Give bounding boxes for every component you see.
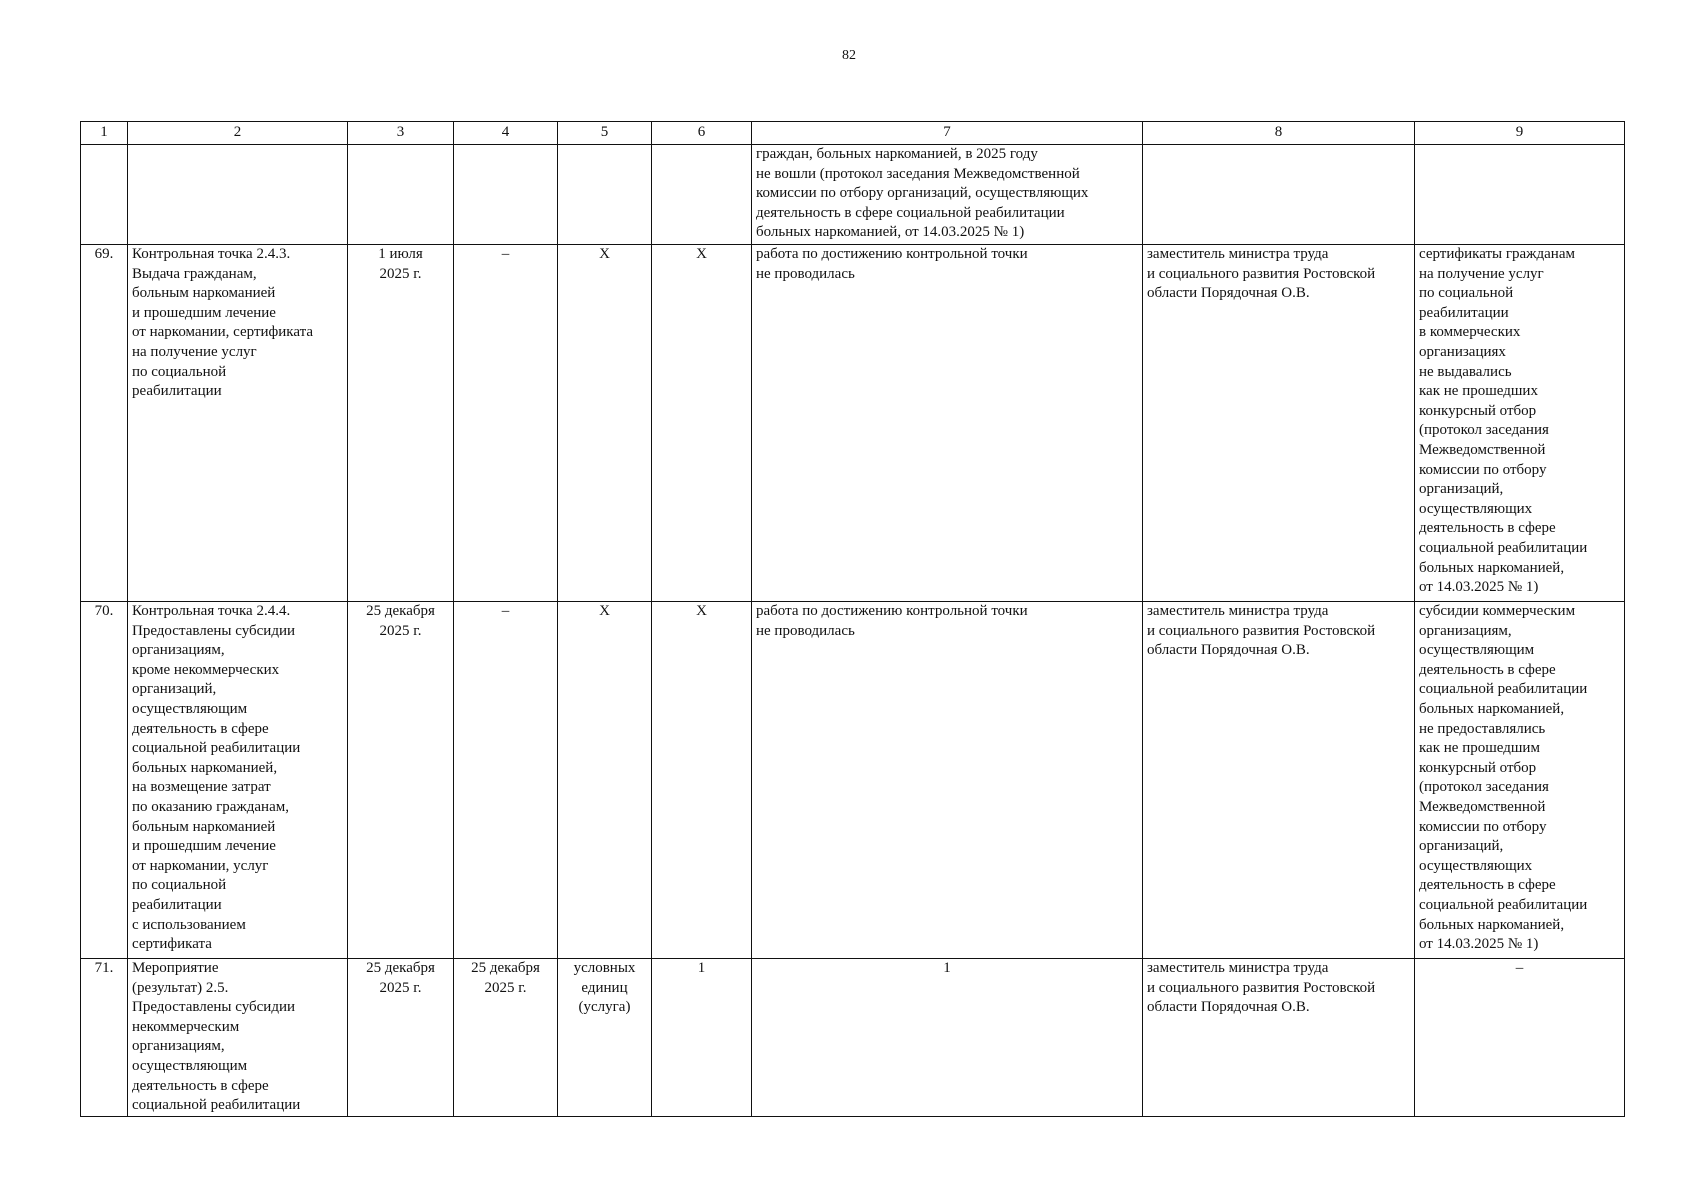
row-number: 70.	[81, 602, 128, 959]
item-name: Контрольная точка 2.4.4. Предоставлены субсидии организациям, кроме некоммерческих организаций, осуществляющим деятельность в сфере социальной реабилитации больных наркоманией, на возмещение затрат по оказанию гражданам, больным наркоманией и прошедшим лечение от наркомании, услуг по социальной реабилитации с использованием сертификата	[128, 602, 348, 959]
responsible: заместитель министра труда и социального развития Ростовской области Порядочная О.В.	[1143, 602, 1415, 959]
table-row	[81, 245, 1625, 602]
column-header: 2	[128, 122, 348, 145]
item-name: Контрольная точка 2.4.3. Выдача гражданам, больным наркоманией и прошедшим лечение от наркомании, сертификата на получение услуг по социальной реабилитации	[128, 245, 348, 602]
column-header: 5	[558, 122, 652, 145]
responsible: заместитель министра труда и социального развития Ростовской области Порядочная О.В.	[1143, 245, 1415, 602]
plan-value: Х	[652, 245, 752, 602]
column-number-row	[81, 122, 1625, 145]
unit: Х	[558, 602, 652, 959]
plan-value	[652, 145, 752, 245]
note	[1415, 145, 1625, 245]
note: сертификаты гражданам на получение услуг по социальной реабилитации в коммерческих организациях не выдавались как не прошедших конкурсный отбор (протокол заседания Межведомственной комиссии по отбору организаций, осуществляющих деятельность в сфере социальной реабилитации больных наркоманией, от 14.03.2025 № 1)	[1415, 245, 1625, 602]
plan-value: Х	[652, 602, 752, 959]
row-number: 71.	[81, 959, 128, 1117]
page-number: 82	[842, 48, 856, 63]
column-header: 6	[652, 122, 752, 145]
table-row	[81, 959, 1625, 1117]
row-number: 69.	[81, 245, 128, 602]
note: субсидии коммерческим организациям, осуществляющим деятельность в сфере социальной реабилитации больных наркоманией, не предоставлялись как не прошедшим конкурсный отбор (протокол заседания Межведомственной комиссии по отбору организаций, осуществляющих деятельность в сфере социальной реабилитации больных наркоманией, от 14.03.2025 № 1)	[1415, 602, 1625, 959]
column-header: 1	[81, 122, 128, 145]
column-header: 3	[348, 122, 454, 145]
table-row	[81, 602, 1625, 959]
planned-date: 25 декабря 2025 г.	[348, 602, 454, 959]
unit	[558, 145, 652, 245]
item-name: Мероприятие (результат) 2.5. Предоставлены субсидии некоммерческим организациям, осуществляющим деятельность в сфере социальной реабилитации	[128, 959, 348, 1117]
planned-date: 1 июля 2025 г.	[348, 245, 454, 602]
table-row	[81, 145, 1625, 245]
planned-date	[348, 145, 454, 245]
actual-date: –	[454, 245, 558, 602]
row-number	[81, 145, 128, 245]
actual-date: –	[454, 602, 558, 959]
column-header: 8	[1143, 122, 1415, 145]
column-header: 9	[1415, 122, 1625, 145]
status-text: 1	[752, 959, 1143, 1117]
item-name	[128, 145, 348, 245]
responsible	[1143, 145, 1415, 245]
column-header: 4	[454, 122, 558, 145]
planned-date: 25 декабря 2025 г.	[348, 959, 454, 1117]
column-header: 7	[752, 122, 1143, 145]
actual-date: 25 декабря 2025 г.	[454, 959, 558, 1117]
report-table	[80, 121, 1625, 1117]
unit: Х	[558, 245, 652, 602]
plan-value: 1	[652, 959, 752, 1117]
actual-date	[454, 145, 558, 245]
status-text: работа по достижению контрольной точки не проводилась	[752, 602, 1143, 959]
note: –	[1415, 959, 1625, 1117]
status-text: работа по достижению контрольной точки не проводилась	[752, 245, 1143, 602]
status-text: граждан, больных наркоманией, в 2025 году не вошли (протокол заседания Межведомственной комиссии по отбору организаций, осуществляющих деятельность в сфере социальной реабилитации больных наркоманией, от 14.03.2025 № 1)	[752, 145, 1143, 245]
responsible: заместитель министра труда и социального развития Ростовской области Порядочная О.В.	[1143, 959, 1415, 1117]
unit: условных единиц (услуга)	[558, 959, 652, 1117]
